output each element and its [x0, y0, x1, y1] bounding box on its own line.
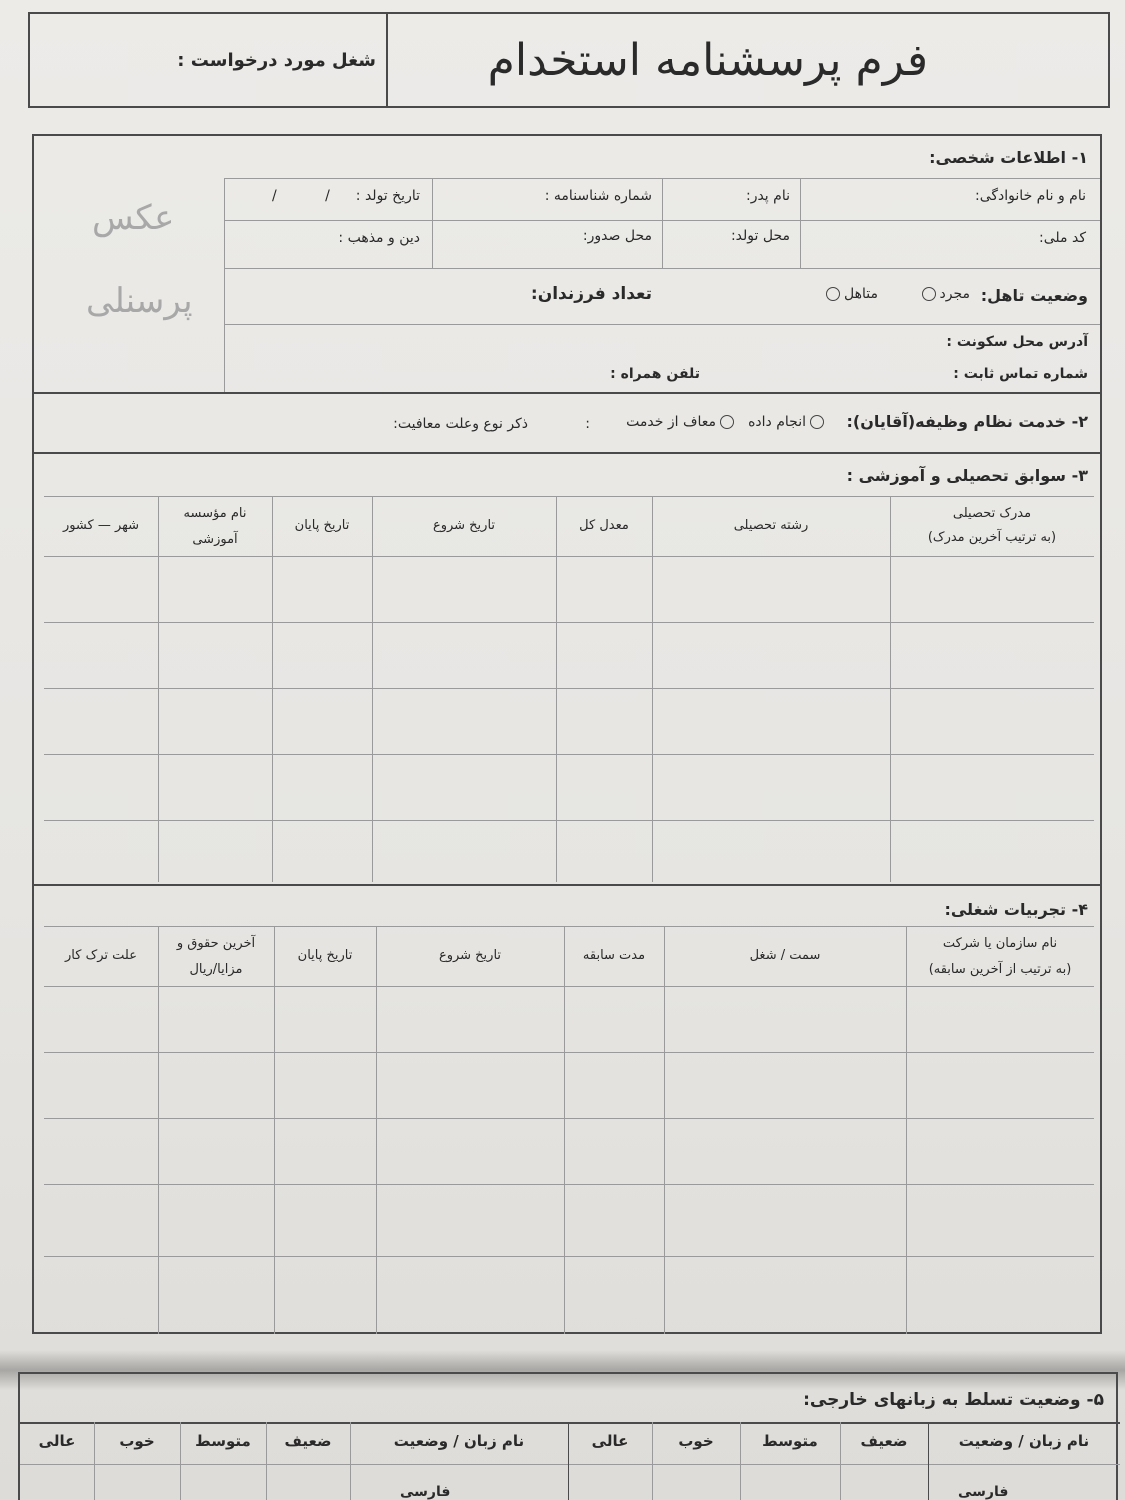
- work-col-salary-sub: مزایا/ریال: [189, 962, 243, 977]
- education-table: [44, 496, 1094, 882]
- photo-divider: [224, 178, 225, 392]
- children-count-label: تعداد فرزندان:: [530, 284, 652, 304]
- edu-col-gpa: معدل کل: [579, 518, 629, 533]
- edu-col-degree: مدرک تحصیلی: [952, 506, 1032, 521]
- divider: [44, 556, 1094, 557]
- address-label: آدرس محل سکونت :: [946, 334, 1088, 350]
- divider: [44, 926, 1094, 927]
- military-exempt-label: معاف از خدمت: [626, 414, 716, 430]
- military-done-option[interactable]: [748, 414, 828, 430]
- edu-col-city: شهر — کشور: [62, 518, 140, 533]
- form-header: [28, 12, 1110, 108]
- military-exempt-option[interactable]: [626, 414, 738, 430]
- divider: [44, 754, 1094, 755]
- divider: [652, 496, 653, 882]
- work-col-start: تاریخ شروع: [438, 948, 502, 963]
- divider: [158, 926, 159, 1334]
- divider: [564, 926, 565, 1334]
- father-name-label: نام پدر:: [745, 188, 790, 204]
- divider: [432, 178, 433, 268]
- job-requested-cell[interactable]: [30, 14, 386, 106]
- military-colon: :: [585, 416, 590, 432]
- edu-col-degree-sub: (به ترتیب آخرین مدرک): [927, 530, 1057, 545]
- divider: [556, 496, 557, 882]
- work-col-leave-reason: علت ترک کار: [65, 948, 137, 963]
- lang-left-col-excellent: عالی: [38, 1432, 76, 1450]
- divider: [44, 986, 1094, 987]
- edu-col-institute-sub: آموزشی: [192, 532, 238, 547]
- single-radio[interactable]: [922, 287, 936, 301]
- language-table: [20, 1422, 1120, 1500]
- edu-col-start: تاریخ شروع: [432, 518, 496, 533]
- divider: [376, 926, 377, 1334]
- divider: [372, 496, 373, 882]
- lang-left-col-name: نام زبان / وضعیت: [393, 1432, 525, 1450]
- religion-label: دین و مذهب :: [338, 230, 420, 246]
- language-section: [18, 1372, 1118, 1500]
- birth-date-label: تاریخ تولد :: [355, 188, 420, 204]
- divider: [44, 496, 1094, 497]
- section-divider: [34, 452, 1100, 454]
- issue-place-label: محل صدور:: [582, 228, 652, 244]
- divider: [664, 926, 665, 1334]
- national-code-label: کد ملی:: [1039, 230, 1086, 246]
- id-number-label: شماره شناسنامه :: [544, 188, 652, 204]
- single-label: مجرد: [939, 286, 970, 302]
- lang-right-row1-name: فارسی: [958, 1484, 1009, 1500]
- lang-right-col-excellent: عالی: [591, 1432, 629, 1450]
- edu-col-end: تاریخ پایان: [294, 518, 350, 533]
- divider: [662, 178, 663, 268]
- education-section-title: ۳- سوابق تحصیلی و آموزشی :: [846, 466, 1088, 485]
- divider: [44, 1256, 1094, 1257]
- work-col-duration: مدت سابقه: [582, 948, 646, 963]
- personal-section-title: ۱- اطلاعات شخصی:: [929, 148, 1088, 167]
- job-requested-label: شغل مورد درخواست :: [177, 49, 376, 71]
- lang-left-col-weak: ضعیف: [284, 1432, 332, 1450]
- divider: [906, 926, 907, 1334]
- divider: [274, 926, 275, 1334]
- full-name-label: نام و نام خانوادگی:: [975, 188, 1086, 204]
- birth-place-label: محل تولد:: [730, 228, 790, 244]
- work-col-position: سمت / شغل: [749, 948, 821, 963]
- photo-placeholder-line1: عکس: [92, 198, 175, 238]
- lang-left-col-good: خوب: [119, 1432, 155, 1450]
- divider: [272, 496, 273, 882]
- military-done-label: انجام داده: [748, 414, 806, 430]
- form-body: [32, 134, 1102, 1334]
- title-cell: [386, 14, 1108, 106]
- section-divider: [34, 392, 1100, 394]
- divider: [44, 820, 1094, 821]
- edu-col-institute: نام مؤسسه: [183, 506, 247, 521]
- divider: [44, 622, 1094, 623]
- divider: [44, 1184, 1094, 1185]
- exemption-reason-label: ذکر نوع وعلت معافیت:: [393, 416, 528, 432]
- divider: [44, 688, 1094, 689]
- work-col-end: تاریخ پایان: [297, 948, 353, 963]
- work-col-company-sub: (به ترتیب از آخرین سابقه): [928, 962, 1072, 977]
- single-option[interactable]: [918, 286, 971, 302]
- work-section-title: ۴- تجربیات شغلی:: [944, 900, 1088, 919]
- divider: [44, 1052, 1094, 1053]
- lang-left-col-medium: متوسط: [195, 1432, 251, 1450]
- married-label: متاهل: [844, 286, 878, 302]
- lang-right-col-medium: متوسط: [762, 1432, 818, 1450]
- lang-left-row1-name: فارسی: [400, 1484, 451, 1500]
- divider: [20, 1422, 1120, 1424]
- military-exempt-radio[interactable]: [720, 415, 734, 429]
- divider: [800, 178, 801, 268]
- military-section-title: ۲- خدمت نظام وظیفه(آقایان):: [846, 412, 1088, 431]
- landline-label: شماره تماس ثابت :: [953, 366, 1088, 382]
- lang-right-col-good: خوب: [678, 1432, 714, 1450]
- work-table: [44, 926, 1094, 1334]
- divider: [890, 496, 891, 882]
- marital-status-label: وضعیت تاهل:: [980, 286, 1088, 305]
- mobile-label: تلفن همراه :: [610, 366, 700, 382]
- lang-right-col-weak: ضعیف: [860, 1432, 908, 1450]
- form-title: فرم پرسشنامه استخدام: [487, 34, 928, 86]
- military-done-radio[interactable]: [810, 415, 824, 429]
- birth-date-slashes: / /: [272, 188, 352, 204]
- language-section-title: ۵- وضعیت تسلط به زبانهای خارجی:: [803, 1390, 1104, 1410]
- edu-col-field: رشته تحصیلی: [733, 518, 809, 533]
- divider: [44, 1118, 1094, 1119]
- divider: [224, 324, 1100, 325]
- lang-right-col-name: نام زبان / وضعیت: [958, 1432, 1090, 1450]
- section-divider: [34, 884, 1100, 886]
- work-col-salary: آخرین حقوق و: [176, 936, 256, 951]
- married-radio[interactable]: [826, 287, 840, 301]
- married-option[interactable]: [822, 286, 878, 302]
- divider: [224, 220, 1100, 221]
- work-col-company: نام سازمان یا شرکت: [942, 936, 1058, 951]
- photo-placeholder-line2: پرسنلی: [86, 281, 193, 321]
- divider: [224, 268, 1100, 269]
- divider: [20, 1464, 1120, 1465]
